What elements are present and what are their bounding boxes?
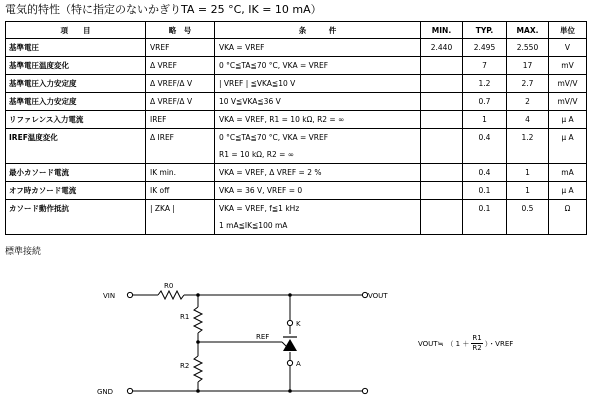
row-condition <box>215 93 421 111</box>
condition-line: VKA = VREF, R1 = 10 kΩ, R2 = ∞ <box>219 115 345 124</box>
junction-dot <box>196 389 200 393</box>
label-r1: R1 <box>180 313 190 321</box>
row-item: 基準電圧入力安定度 <box>6 75 146 93</box>
resistor-r2 <box>194 356 202 382</box>
row-unit: mV/V <box>549 93 587 111</box>
row-item: カソード動作抵抗 <box>6 200 146 235</box>
a-terminal <box>287 360 292 365</box>
row-unit: Ω <box>549 200 587 235</box>
row-item: IREF温度変化 <box>6 129 146 164</box>
row-unit: mV/V <box>549 75 587 93</box>
row-max: 4 <box>507 111 549 129</box>
condition-line: 10 V≦VKA≦36 V <box>219 97 281 106</box>
junction-dot <box>196 340 200 344</box>
row-min <box>421 164 463 182</box>
condition-line: VKA = VREF <box>219 43 265 52</box>
section-title: 標準接続 <box>5 247 42 257</box>
row-symbol: | ZKA | <box>146 200 215 235</box>
row-min: 2.440 <box>421 39 463 57</box>
output-voltage-formula <box>418 334 513 353</box>
gnd-terminal <box>127 388 132 393</box>
row-typ: 0.1 <box>463 182 507 200</box>
row-min <box>421 200 463 235</box>
row-max: 0.5 <box>507 200 549 235</box>
row-typ: 2.495 <box>463 39 507 57</box>
resistor-r0 <box>158 291 184 299</box>
row-typ: 0.4 <box>463 129 507 164</box>
row-max: 2.7 <box>507 75 549 93</box>
page-title: 電気的特性（特に指定のないかぎりTA = 25 °C, IK = 10 mA） <box>5 3 322 16</box>
row-item: オフ時カソード電流 <box>6 182 146 200</box>
row-condition <box>215 39 421 57</box>
row-max: 1 <box>507 182 549 200</box>
row-unit: μ A <box>549 182 587 200</box>
row-unit: mV <box>549 57 587 75</box>
formula-denominator: R2 <box>472 344 482 352</box>
junction-dot <box>288 293 292 297</box>
row-typ: 0.7 <box>463 93 507 111</box>
label-vout: VOUT <box>368 292 388 300</box>
label-r0: R0 <box>164 282 174 290</box>
label-k: K <box>296 320 301 328</box>
row-symbol: VREF <box>146 39 215 57</box>
row-symbol: IK min. <box>146 164 215 182</box>
formula-close: ）・VREF <box>484 339 514 348</box>
row-symbol: IK off <box>146 182 215 200</box>
row-unit: V <box>549 39 587 57</box>
header-condition: 条 件 <box>215 22 421 39</box>
header-max: MAX. <box>507 22 549 39</box>
label-ref: REF <box>256 333 270 341</box>
condition-line: VKA = 36 V, VREF = 0 <box>219 186 303 195</box>
formula-numerator: R1 <box>472 334 482 342</box>
row-min <box>421 182 463 200</box>
table-row <box>6 75 587 93</box>
row-min <box>421 93 463 111</box>
header-typ: TYP. <box>463 22 507 39</box>
row-max: 1.2 <box>507 129 549 164</box>
row-min <box>421 57 463 75</box>
row-typ: 0.4 <box>463 164 507 182</box>
condition-line: | VREF | ≦VKA≦10 V <box>219 79 296 88</box>
row-item: 基準電圧入力安定度 <box>6 93 146 111</box>
row-unit: μ A <box>549 129 587 164</box>
row-min <box>421 129 463 164</box>
condition-line: R1 = 10 kΩ, R2 = ∞ <box>219 150 295 159</box>
row-condition <box>215 111 421 129</box>
table-row <box>6 129 587 164</box>
row-min <box>421 111 463 129</box>
table-row <box>6 164 587 182</box>
label-a: A <box>296 360 301 368</box>
electrical-characteristics-table <box>5 21 587 235</box>
row-typ: 0.1 <box>463 200 507 235</box>
row-symbol: Δ VREF/Δ V <box>146 75 215 93</box>
table-row <box>6 93 587 111</box>
table-row <box>6 57 587 75</box>
vout-terminal <box>362 292 367 297</box>
row-item: 基準電圧温度変化 <box>6 57 146 75</box>
table-row <box>6 111 587 129</box>
row-condition <box>215 164 421 182</box>
row-symbol: Δ VREF <box>146 57 215 75</box>
row-item: リファレンス入力電流 <box>6 111 146 129</box>
junction-dot <box>288 389 292 393</box>
row-condition <box>215 75 421 93</box>
condition-line: 1 mA≦IK≦100 mA <box>219 221 288 230</box>
row-typ: 1 <box>463 111 507 129</box>
label-r2: R2 <box>180 362 190 370</box>
row-item: 基準電圧 <box>6 39 146 57</box>
condition-line: 0 °C≦TA≦70 °C, VKA = VREF <box>219 61 329 70</box>
row-condition <box>215 129 421 164</box>
formula-open: （ 1 ＋ <box>446 339 470 348</box>
row-symbol: Δ VREF/Δ V <box>146 93 215 111</box>
formula-fraction <box>471 334 482 353</box>
formula-lhs: VOUT≒ <box>418 339 444 348</box>
row-unit: mA <box>549 164 587 182</box>
row-max: 2.550 <box>507 39 549 57</box>
header-item: 項 目 <box>6 22 146 39</box>
resistor-r1 <box>194 307 202 333</box>
row-typ: 1.2 <box>463 75 507 93</box>
row-max: 2 <box>507 93 549 111</box>
condition-line: VKA = VREF, f≦1 kHz <box>219 204 300 213</box>
table-header-row <box>6 22 587 39</box>
gnd-terminal-right <box>362 388 367 393</box>
table-row <box>6 39 587 57</box>
row-max: 1 <box>507 164 549 182</box>
header-unit: 単位 <box>549 22 587 39</box>
condition-line: 0 °C≦TA≦70 °C, VKA = VREF <box>219 133 329 142</box>
row-condition <box>215 200 421 235</box>
k-terminal <box>287 320 292 325</box>
header-symbol: 略 号 <box>146 22 215 39</box>
row-condition <box>215 57 421 75</box>
condition-line: VKA = VREF, Δ VREF = 2 % <box>219 168 322 177</box>
label-vin: VIN <box>103 292 116 300</box>
row-max: 17 <box>507 57 549 75</box>
vin-terminal <box>127 292 132 297</box>
header-min: MIN. <box>421 22 463 39</box>
row-symbol: Δ IREF <box>146 129 215 164</box>
label-gnd: GND <box>97 388 114 396</box>
row-condition <box>215 182 421 200</box>
row-symbol: IREF <box>146 111 215 129</box>
row-item: 最小カソード電流 <box>6 164 146 182</box>
junction-dot <box>196 293 200 297</box>
row-unit: μ A <box>549 111 587 129</box>
row-min <box>421 75 463 93</box>
table-row <box>6 182 587 200</box>
row-typ: 7 <box>463 57 507 75</box>
table-row <box>6 200 587 235</box>
